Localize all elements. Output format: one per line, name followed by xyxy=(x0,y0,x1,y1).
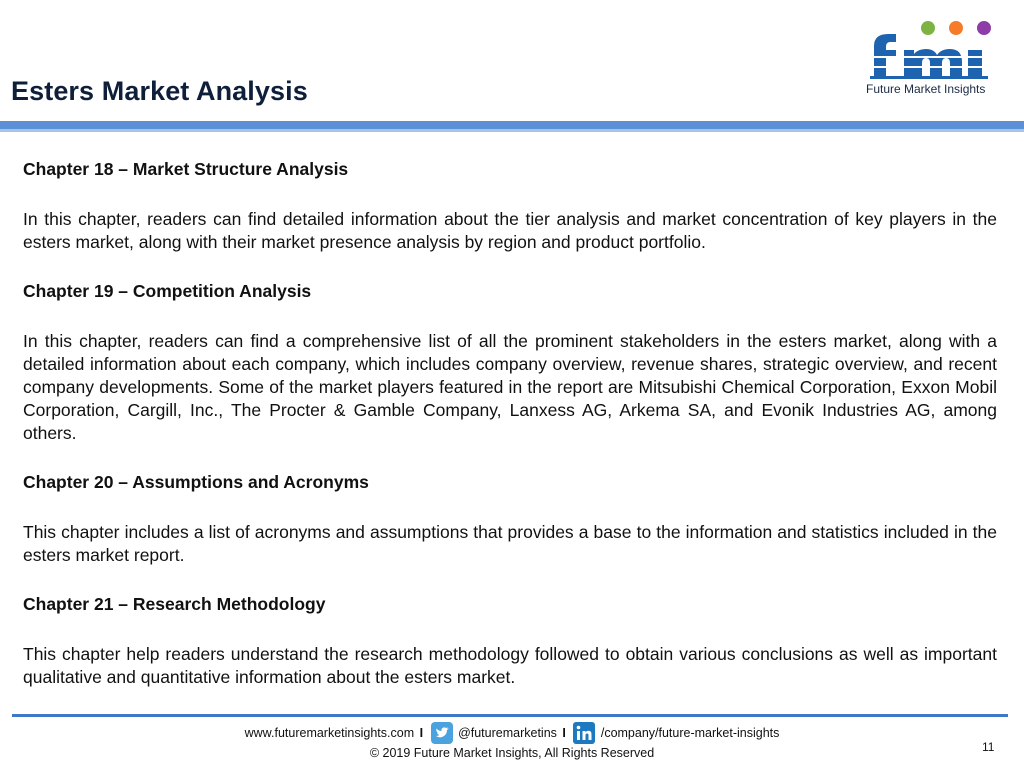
chapter-paragraph: In this chapter, readers can find a comprehensive list of all the prominent stakeholders in the esters market, along with a detailed information about each company, which includes company overview, revenue shares, strategic overview, and recent company developments. Some of the market players featured in the report are Mitsubishi Chemical Corporation, Exxon Mobil Corporation, Cargill, Inc., The Procter & Gamble Company, Lanxess AG, Arkema SA, and Evonik Industries AG, among others. xyxy=(23,331,997,443)
chapter-paragraph: This chapter includes a list of acronyms and assumptions that provides a base to the information and statistics included in the esters market report. xyxy=(23,522,997,565)
page-number: 11 xyxy=(982,740,995,754)
linkedin-path-link[interactable]: /company/future-market-insights xyxy=(600,726,780,740)
chapter-content xyxy=(23,158,997,689)
logo-dot-orange xyxy=(949,21,963,35)
chapter-heading: Chapter 19 – Competition Analysis xyxy=(23,281,312,301)
twitter-bird-icon[interactable] xyxy=(431,722,453,744)
linkedin-icon[interactable] xyxy=(573,722,595,744)
footer-links xyxy=(0,722,1024,744)
chapter-heading: Chapter 20 – Assumptions and Acronyms xyxy=(23,472,369,492)
chapter-paragraph: In this chapter, readers can find detailed information about the tier analysis and market concentration of key players in the esters market, along with their market presence analysis by region and product portfolio. xyxy=(23,209,997,252)
twitter-handle-link[interactable]: @futuremarketins xyxy=(458,726,557,740)
footer-separator: I xyxy=(419,726,424,740)
logo-dot-green xyxy=(921,21,935,35)
website-link[interactable]: www.futuremarketinsights.com xyxy=(244,726,415,740)
footer-divider xyxy=(12,714,1008,717)
chapter-heading: Chapter 21 – Research Methodology xyxy=(23,594,326,614)
chapter-paragraph: This chapter help readers understand the research methodology followed to obtain various conclusions as well as important qualitative and quantitative information about the esters market. xyxy=(23,644,997,687)
header-divider xyxy=(0,121,1024,129)
copyright-notice: © 2019 Future Market Insights, All Rights Reserved xyxy=(369,746,655,760)
fmi-logo xyxy=(860,14,1010,100)
logo-caption: Future Market Insights xyxy=(866,82,986,96)
header-divider-shadow xyxy=(0,129,1024,132)
page-title: Esters Market Analysis xyxy=(11,76,308,106)
footer-separator: I xyxy=(562,726,566,740)
fmi-logo-mark xyxy=(860,14,1010,84)
logo-dot-purple xyxy=(977,21,991,35)
chapter-heading: Chapter 18 – Market Structure Analysis xyxy=(23,159,349,179)
